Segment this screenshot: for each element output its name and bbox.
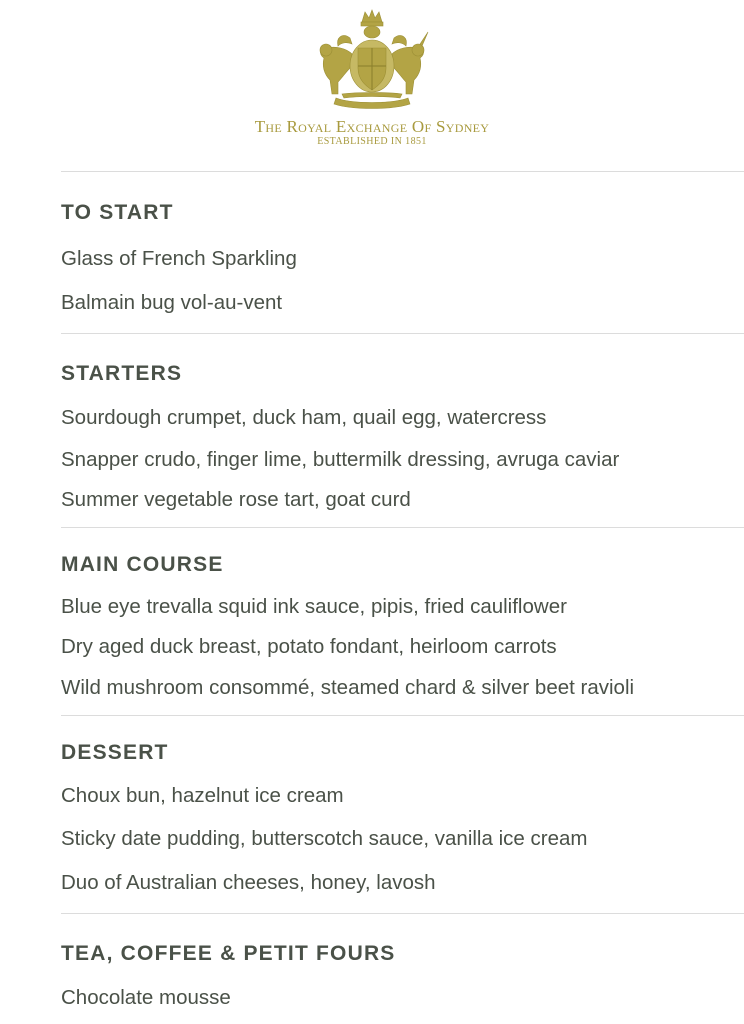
menu-item: Sourdough crumpet, duck ham, quail egg, watercress [61,406,547,429]
section-heading-to-start: TO START [61,201,174,224]
menu-item: Wild mushroom consommé, steamed chard & silver beet ravioli [61,676,635,699]
divider [61,715,744,716]
logo [0,8,744,148]
menu-item: Chocolate mousse [61,986,231,1009]
menu-item: Balmain bug vol-au-vent [61,291,283,314]
divider [61,913,744,914]
divider [61,527,744,528]
section-heading-starters: STARTERS [61,362,183,385]
menu-item: Summer vegetable rose tart, goat curd [61,488,411,511]
menu-item: Choux bun, hazelnut ice cream [61,784,344,807]
section-heading-tea-coffee: TEA, COFFEE & PETIT FOURS [61,942,396,965]
menu-item: Duo of Australian cheeses, honey, lavosh [61,871,436,894]
section-heading-dessert: DESSERT [61,741,169,764]
menu-item: Glass of French Sparkling [61,247,297,270]
brand-name: The Royal Exchange Of Sydney [254,117,490,136]
menu-item: Snapper crudo, finger lime, buttermilk dressing, avruga caviar [61,448,620,471]
brand-established: ESTABLISHED IN 1851 [317,136,427,147]
divider [61,171,744,172]
menu-item: Dry aged duck breast, potato fondant, heirloom carrots [61,635,557,658]
menu-item: Blue eye trevalla squid ink sauce, pipis, fried cauliflower [61,595,567,618]
menu-item: Sticky date pudding, butterscotch sauce, vanilla ice cream [61,827,588,850]
section-heading-main-course: MAIN COURSE [61,553,224,576]
divider [61,333,744,334]
royal-crest-icon [312,8,432,114]
